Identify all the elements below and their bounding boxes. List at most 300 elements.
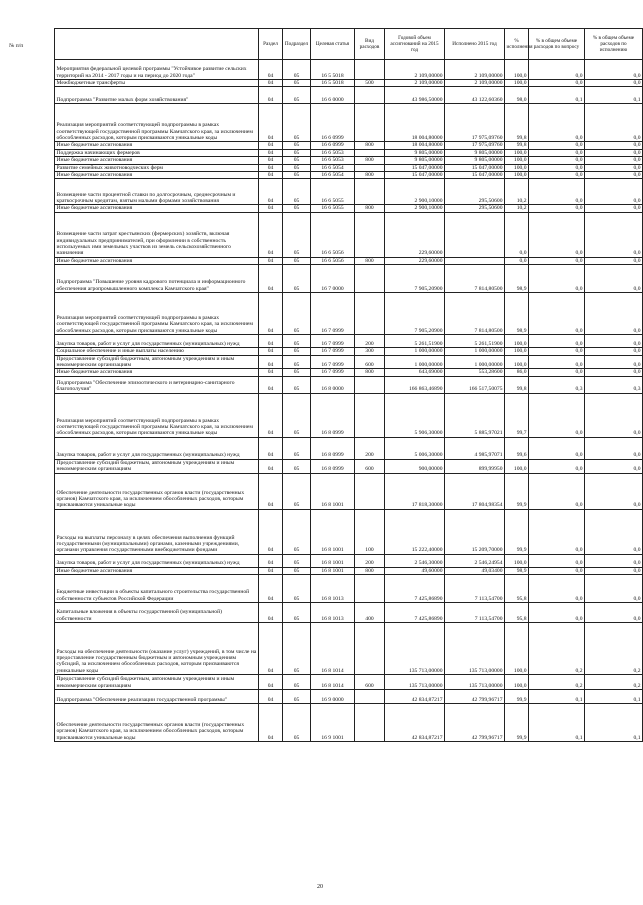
row-name: Обеспечение деятельности государственных органов власти (государственных органов) Камчатского края, за исключением обособленных расходов, которым присваиваются уникальные коды [55, 473, 259, 509]
row-razdel: 04 [259, 257, 283, 264]
row-plan: 42 834,87217 [385, 690, 445, 704]
row-target-article: 16 6 5053 [311, 149, 355, 156]
row-pct: 0,0 [505, 212, 529, 257]
row-plan: 15 222,40000 [385, 509, 445, 554]
col-header-share-plan: % в общем объеме расходов по вопросу [529, 29, 585, 60]
row-pct: 10,2 [505, 179, 529, 205]
row-target-article: 16 8 1013 [311, 603, 355, 623]
row-expense-type [355, 704, 385, 742]
row-name: Подпрограмма "Развитие малых форм хозяйствования" [55, 87, 259, 104]
table-row [55, 554, 643, 567]
row-razdel: 04 [259, 369, 283, 376]
row-name: Подпрограмма "Повышение уровня кадрового потенциала и информационного обеспечения агропромышленного комплекса Камчатского края" [55, 265, 259, 293]
row-pct: 100,0 [505, 80, 529, 87]
row-podrazdel: 05 [283, 509, 311, 554]
row-target-article: 16 6 5056 [311, 257, 355, 264]
row-plan: 135 713,00000 [385, 675, 445, 690]
row-share-plan: 0,0 [529, 60, 585, 80]
row-pct: 95,8 [505, 603, 529, 623]
row-pct: 98,0 [505, 87, 529, 104]
row-target-article: 16 8 1001 [311, 473, 355, 509]
row-razdel: 04 [259, 265, 283, 293]
row-share-fact: 0,0 [585, 335, 643, 348]
row-pct: 98,9 [505, 265, 529, 293]
row-plan: 135 713,00000 [385, 623, 445, 675]
row-podrazdel: 05 [283, 87, 311, 104]
row-share-fact: 0,0 [585, 142, 643, 149]
table-row [55, 690, 643, 704]
budget-table-container [54, 28, 642, 742]
row-pct: 100,0 [505, 623, 529, 675]
row-fact: 7 814,80500 [445, 293, 505, 335]
row-fact: 295,50600 [445, 179, 505, 205]
row-name: Расходы на обеспечение деятельности (оказание услуг) учреждений, в том числе на предоставление государственным бюджетным и автономным учреждениям субсидий, за исключением обособленных расходов, которым присваиваются уникальные коды [55, 623, 259, 675]
col-header-share-fact: % в общем объеме расходов по исполнению [585, 29, 643, 60]
row-pct: 99,7 [505, 393, 529, 437]
table-row [55, 675, 643, 690]
row-target-article: 16 5 5018 [311, 60, 355, 80]
row-name: Предоставление субсидий бюджетным, автономным учреждениям и иным некоммерческим организациям [55, 675, 259, 690]
row-share-plan: 0,0 [529, 142, 585, 149]
row-expense-type [355, 575, 385, 603]
row-name: Иные бюджетные ассигнования [55, 205, 259, 212]
row-fact: 15 047,00000 [445, 164, 505, 171]
row-name: Реализация мероприятий соответствующей подпрограммы в рамках соответствующей государственной программы Камчатского края, за исключением обособленных расходов, которым присваиваются уникальные коды [55, 293, 259, 335]
row-target-article: 16 6 0999 [311, 142, 355, 149]
row-fact: 135 713,00000 [445, 623, 505, 675]
row-share-plan: 0,0 [529, 603, 585, 623]
row-expense-type: 800 [355, 142, 385, 149]
row-share-fact: 0,0 [585, 473, 643, 509]
row-share-fact: 0,0 [585, 567, 643, 574]
table-row [55, 179, 643, 205]
row-share-plan: 0,0 [529, 80, 585, 87]
table-header-row [55, 29, 643, 60]
table-row [55, 704, 643, 742]
row-name: Капитальные вложения в объекты государственной (муниципальной) собственности [55, 603, 259, 623]
row-expense-type: 600 [355, 355, 385, 369]
row-podrazdel: 05 [283, 355, 311, 369]
table-row [55, 575, 643, 603]
table-row [55, 80, 643, 87]
row-plan: 9 805,00000 [385, 157, 445, 164]
row-pct: 100,0 [505, 149, 529, 156]
row-name: Закупка товаров, работ и услуг для государственных (муниципальных) нужд [55, 554, 259, 567]
row-target-article: 16 6 5055 [311, 179, 355, 205]
row-name: Закупка товаров, работ и услуг для государственных (муниципальных) нужд [55, 335, 259, 348]
row-share-fact: 0,2 [585, 675, 643, 690]
row-razdel: 04 [259, 172, 283, 179]
row-name: Иные бюджетные ассигнования [55, 257, 259, 264]
row-share-plan: 0,2 [529, 623, 585, 675]
table-row [55, 142, 643, 149]
table-row [55, 212, 643, 257]
row-plan: 229,60000 [385, 212, 445, 257]
row-share-fact: 0,3 [585, 376, 643, 393]
row-name: Межбюджетные трансферты [55, 80, 259, 87]
col-header-rownum: № п/п [9, 43, 24, 49]
row-plan: 1 000,00000 [385, 355, 445, 369]
row-fact: 135 713,00000 [445, 675, 505, 690]
row-plan: 7 425,86890 [385, 575, 445, 603]
row-share-fact: 0,0 [585, 257, 643, 264]
row-plan: 17 818,30000 [385, 473, 445, 509]
row-share-plan: 0,0 [529, 473, 585, 509]
row-fact: 42 799,96717 [445, 690, 505, 704]
row-podrazdel: 05 [283, 157, 311, 164]
row-expense-type [355, 60, 385, 80]
row-podrazdel: 05 [283, 335, 311, 348]
row-plan: 43 986,50000 [385, 87, 445, 104]
table-row [55, 623, 643, 675]
row-fact: 2 109,00000 [445, 80, 505, 87]
row-podrazdel: 05 [283, 459, 311, 473]
row-share-fact: 0,0 [585, 179, 643, 205]
row-pct: 100,0 [505, 459, 529, 473]
row-name: Иные бюджетные ассигнования [55, 157, 259, 164]
row-expense-type: 800 [355, 157, 385, 164]
row-share-plan: 0,0 [529, 179, 585, 205]
row-podrazdel: 05 [283, 348, 311, 355]
row-podrazdel: 05 [283, 212, 311, 257]
row-target-article: 16 7 0999 [311, 355, 355, 369]
row-share-fact: 0,0 [585, 459, 643, 473]
row-razdel: 04 [259, 149, 283, 156]
row-plan: 166 863,46890 [385, 376, 445, 393]
row-expense-type: 800 [355, 257, 385, 264]
row-podrazdel: 05 [283, 704, 311, 742]
row-razdel: 04 [259, 355, 283, 369]
row-name: Расходы на выплаты персоналу в целях обеспечения выполнения функций государственными (муниципальными) органами, казенными учреждениями, органами управления государственными внебюджетными фондами [55, 509, 259, 554]
row-share-plan: 0,0 [529, 335, 585, 348]
row-target-article: 16 6 5056 [311, 212, 355, 257]
row-share-fact: 0,1 [585, 87, 643, 104]
row-fact: 43 122,60360 [445, 87, 505, 104]
col-header-name [55, 29, 259, 60]
row-plan: 18 004,80000 [385, 142, 445, 149]
row-share-plan: 0,0 [529, 393, 585, 437]
row-share-fact: 0,0 [585, 369, 643, 376]
budget-table [54, 28, 643, 742]
row-razdel: 04 [259, 393, 283, 437]
row-target-article: 16 6 0999 [311, 104, 355, 142]
row-expense-type [355, 623, 385, 675]
row-podrazdel: 05 [283, 554, 311, 567]
row-share-plan: 0,0 [529, 172, 585, 179]
table-row [55, 376, 643, 393]
col-header-pct: % исполнения [505, 29, 529, 60]
row-name: Реализация мероприятий соответствующей подпрограммы в рамках соответствующей государственной программы Камчатского края, за исключением обособленных расходов, которым присваиваются уникальные коды [55, 104, 259, 142]
row-fact: 15 209,70000 [445, 509, 505, 554]
table-row [55, 355, 643, 369]
row-fact: 2 546,24954 [445, 554, 505, 567]
table-row [55, 172, 643, 179]
row-target-article: 16 8 1001 [311, 567, 355, 574]
row-plan: 2 109,00000 [385, 80, 445, 87]
row-podrazdel: 05 [283, 369, 311, 376]
row-share-fact: 0,0 [585, 205, 643, 212]
row-target-article: 16 8 0999 [311, 437, 355, 459]
row-expense-type: 800 [355, 205, 385, 212]
row-share-plan: 0,0 [529, 205, 585, 212]
row-share-fact: 0,0 [585, 104, 643, 142]
row-share-plan: 0,0 [529, 257, 585, 264]
table-row [55, 205, 643, 212]
row-podrazdel: 05 [283, 205, 311, 212]
row-razdel: 04 [259, 473, 283, 509]
col-header-razdel: Раздел [259, 29, 283, 60]
row-expense-type: 300 [355, 348, 385, 355]
row-share-plan: 0,0 [529, 265, 585, 293]
row-plan: 2 900,10000 [385, 205, 445, 212]
row-expense-type [355, 473, 385, 509]
row-podrazdel: 05 [283, 80, 311, 87]
col-header-podrazdel: Подраздел [283, 29, 311, 60]
row-pct: 99,9 [505, 473, 529, 509]
row-razdel: 04 [259, 80, 283, 87]
row-razdel: 04 [259, 509, 283, 554]
table-row [55, 603, 643, 623]
row-share-fact: 0,1 [585, 704, 643, 742]
row-name: Социальное обеспечение и иные выплаты населению [55, 348, 259, 355]
row-podrazdel: 05 [283, 575, 311, 603]
row-podrazdel: 05 [283, 473, 311, 509]
row-expense-type: 600 [355, 675, 385, 690]
row-target-article: 16 6 5054 [311, 164, 355, 171]
row-pct: 10,2 [505, 205, 529, 212]
row-pct: 98,9 [505, 567, 529, 574]
row-name: Мероприятия федеральной целевой программы "Устойчивое развитие сельских территорий на 2014 - 2017 годы и на период до 2020 года" [55, 60, 259, 80]
row-fact: 9 805,00000 [445, 157, 505, 164]
row-podrazdel: 05 [283, 437, 311, 459]
row-pct: 100,0 [505, 335, 529, 348]
row-razdel: 04 [259, 623, 283, 675]
row-razdel: 04 [259, 157, 283, 164]
row-target-article: 16 8 1014 [311, 623, 355, 675]
row-pct: 98,9 [505, 293, 529, 335]
row-share-fact: 0,0 [585, 80, 643, 87]
row-pct: 95,8 [505, 575, 529, 603]
row-razdel: 04 [259, 142, 283, 149]
table-row [55, 437, 643, 459]
row-share-fact: 0,2 [585, 623, 643, 675]
row-expense-type [355, 149, 385, 156]
row-name: Предоставление субсидий бюджетным, автономным учреждениям и иным некоммерческим организациям [55, 459, 259, 473]
row-pct: 100,0 [505, 348, 529, 355]
row-fact: 1 000,00000 [445, 348, 505, 355]
table-row [55, 459, 643, 473]
page-number: 20 [317, 884, 323, 890]
row-razdel: 04 [259, 293, 283, 335]
row-share-plan: 0,0 [529, 293, 585, 335]
row-expense-type [355, 293, 385, 335]
row-podrazdel: 05 [283, 172, 311, 179]
row-podrazdel: 05 [283, 603, 311, 623]
row-razdel: 04 [259, 179, 283, 205]
row-razdel: 04 [259, 104, 283, 142]
row-share-fact: 0,0 [585, 293, 643, 335]
row-share-plan: 0,1 [529, 87, 585, 104]
row-share-plan: 0,0 [529, 567, 585, 574]
table-row [55, 393, 643, 437]
row-fact: 4 985,97071 [445, 437, 505, 459]
row-target-article: 16 8 1014 [311, 675, 355, 690]
row-expense-type [355, 265, 385, 293]
row-fact: 42 799,96717 [445, 704, 505, 742]
row-pct: 100,0 [505, 172, 529, 179]
table-row [55, 335, 643, 348]
row-podrazdel: 05 [283, 60, 311, 80]
row-target-article: 16 7 0000 [311, 265, 355, 293]
row-pct: 99,9 [505, 509, 529, 554]
row-podrazdel: 05 [283, 265, 311, 293]
row-expense-type: 400 [355, 603, 385, 623]
row-share-fact: 0,1 [585, 690, 643, 704]
row-plan: 900,00000 [385, 459, 445, 473]
row-plan: 643,69000 [385, 369, 445, 376]
row-target-article: 16 8 1001 [311, 509, 355, 554]
row-share-plan: 0,0 [529, 509, 585, 554]
row-plan: 7 425,86890 [385, 603, 445, 623]
row-share-plan: 0,3 [529, 376, 585, 393]
table-row [55, 265, 643, 293]
row-razdel: 04 [259, 348, 283, 355]
row-name: Иные бюджетные ассигнования [55, 369, 259, 376]
row-target-article: 16 6 0000 [311, 87, 355, 104]
table-row [55, 60, 643, 80]
table-body [55, 60, 643, 742]
row-share-plan: 0,0 [529, 212, 585, 257]
row-target-article: 16 8 1001 [311, 554, 355, 567]
row-podrazdel: 05 [283, 293, 311, 335]
row-fact: 49,03400 [445, 567, 505, 574]
row-share-fact: 0,0 [585, 149, 643, 156]
row-pct: 99,8 [505, 142, 529, 149]
row-share-plan: 0,0 [529, 459, 585, 473]
row-razdel: 04 [259, 87, 283, 104]
row-podrazdel: 05 [283, 257, 311, 264]
row-razdel: 04 [259, 335, 283, 348]
row-podrazdel: 05 [283, 567, 311, 574]
row-share-plan: 0,0 [529, 104, 585, 142]
row-plan: 5 906,30000 [385, 393, 445, 437]
row-fact: 7 113,54700 [445, 603, 505, 623]
table-row [55, 104, 643, 142]
row-fact: 295,50600 [445, 205, 505, 212]
row-podrazdel: 05 [283, 393, 311, 437]
row-share-fact: 0,0 [585, 157, 643, 164]
row-fact: 2 109,00000 [445, 60, 505, 80]
row-razdel: 04 [259, 603, 283, 623]
row-plan: 2 109,00000 [385, 60, 445, 80]
row-target-article: 16 5 5018 [311, 80, 355, 87]
table-row [55, 164, 643, 171]
row-name: Бюджетные инвестиции в объекты капитального строительства государственной собственности субъектов Российской Федерации [55, 575, 259, 603]
row-share-fact: 0,0 [585, 348, 643, 355]
row-share-fact: 0,0 [585, 393, 643, 437]
row-share-plan: 0,0 [529, 149, 585, 156]
row-share-plan: 0,0 [529, 355, 585, 369]
row-expense-type: 800 [355, 567, 385, 574]
col-header-target-article: Целевая статья [311, 29, 355, 60]
row-share-plan: 0,0 [529, 437, 585, 459]
row-name: Иные бюджетные ассигнования [55, 142, 259, 149]
row-name: Закупка товаров, работ и услуг для государственных (муниципальных) нужд [55, 437, 259, 459]
table-row [55, 567, 643, 574]
row-share-plan: 0,1 [529, 690, 585, 704]
row-expense-type [355, 376, 385, 393]
row-share-fact: 0,0 [585, 164, 643, 171]
row-fact: 5 885,97021 [445, 393, 505, 437]
table-row [55, 157, 643, 164]
row-target-article: 16 7 0999 [311, 293, 355, 335]
row-share-plan: 0,0 [529, 157, 585, 164]
row-podrazdel: 05 [283, 149, 311, 156]
row-name: Иные бюджетные ассигнования [55, 172, 259, 179]
row-pct: 0,0 [505, 257, 529, 264]
row-target-article: 16 7 0999 [311, 348, 355, 355]
row-share-fact: 0,0 [585, 554, 643, 567]
row-expense-type: 500 [355, 80, 385, 87]
row-podrazdel: 05 [283, 104, 311, 142]
table-row [55, 473, 643, 509]
table-row [55, 293, 643, 335]
row-share-fact: 0,0 [585, 437, 643, 459]
table-row [55, 257, 643, 264]
row-target-article: 16 7 0999 [311, 369, 355, 376]
row-razdel: 04 [259, 376, 283, 393]
row-name: Развитие семейных животноводческих ферм [55, 164, 259, 171]
row-fact: 17 804,98354 [445, 473, 505, 509]
row-razdel: 04 [259, 567, 283, 574]
row-fact: 9 805,00000 [445, 149, 505, 156]
row-share-plan: 0,0 [529, 554, 585, 567]
row-pct: 100,0 [505, 60, 529, 80]
row-podrazdel: 05 [283, 376, 311, 393]
row-expense-type: 600 [355, 459, 385, 473]
table-row [55, 369, 643, 376]
row-podrazdel: 05 [283, 179, 311, 205]
row-share-plan: 0,0 [529, 369, 585, 376]
row-razdel: 04 [259, 575, 283, 603]
row-target-article: 16 9 1001 [311, 704, 355, 742]
row-pct: 86,0 [505, 369, 529, 376]
table-row [55, 87, 643, 104]
col-header-plan: Годовой объем ассигнований на 2015 год [385, 29, 445, 60]
row-fact: 7 814,80500 [445, 265, 505, 293]
row-expense-type: 200 [355, 554, 385, 567]
row-share-plan: 0,0 [529, 575, 585, 603]
row-share-plan: 0,1 [529, 704, 585, 742]
row-podrazdel: 05 [283, 690, 311, 704]
row-expense-type [355, 393, 385, 437]
row-pct: 99,8 [505, 376, 529, 393]
row-share-fact: 0,0 [585, 265, 643, 293]
row-fact: 17 975,09760 [445, 142, 505, 149]
row-razdel: 04 [259, 212, 283, 257]
row-pct: 100,0 [505, 675, 529, 690]
table-row [55, 509, 643, 554]
row-razdel: 04 [259, 437, 283, 459]
row-expense-type: 200 [355, 437, 385, 459]
row-podrazdel: 05 [283, 675, 311, 690]
row-share-plan: 0,0 [529, 164, 585, 171]
row-share-fact: 0,0 [585, 603, 643, 623]
row-name: Иные бюджетные ассигнования [55, 567, 259, 574]
row-plan: 42 834,87217 [385, 704, 445, 742]
row-fact: 17 975,09760 [445, 104, 505, 142]
row-name: Обеспечение деятельности государственных органов власти (государственных органов) Камчатского края, за исключением обособленных расходов, которым присваиваются уникальные коды [55, 704, 259, 742]
